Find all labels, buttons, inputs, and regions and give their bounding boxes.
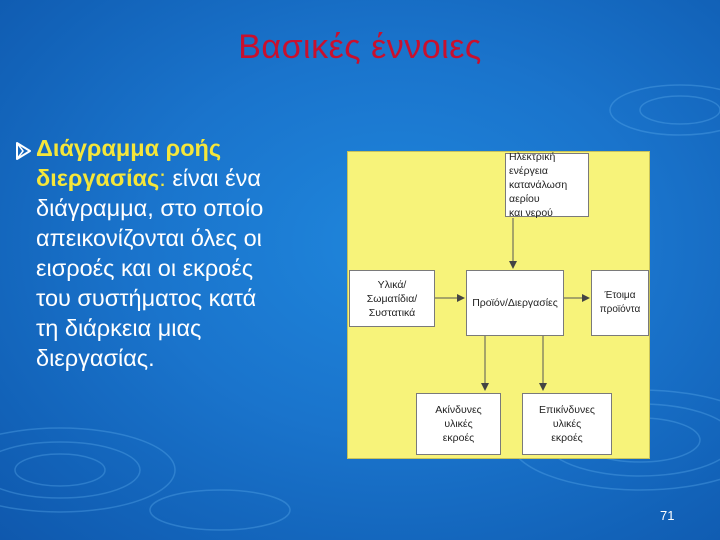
box-finished-products: Έτοιμα προϊόντα: [591, 270, 649, 336]
bullet-term-line2: διεργασίας: [36, 165, 160, 191]
bullet-line: διεργασίας.: [36, 345, 155, 371]
bullet-term-line1: Διάγραμμα ροής: [36, 135, 222, 161]
bullet-colon: :: [159, 165, 166, 191]
box-hazardous-outputs: Επικίνδυνες υλικές εκροές: [522, 393, 612, 455]
bullet-line: εισροές και οι εκροές: [36, 255, 254, 281]
box-energy-inputs: Ηλεκτρική ενέργεια κατανάλωση αερίου και νερού: [505, 153, 589, 217]
bullet-line: απεικονίζονται όλες οι: [36, 225, 262, 251]
page-number: 71: [660, 508, 675, 523]
bullet-line: τη διάρκεια μιας: [36, 315, 202, 341]
bullet-definition-start: είναι ένα: [165, 165, 261, 191]
bullet-line: διάγραμμα, στο οποίο: [36, 195, 264, 221]
box-process: Προϊόν/Διεργασίες: [466, 270, 564, 336]
slide-title: Βασικές έννοιες: [238, 28, 482, 66]
bullet-text: [36, 133, 336, 373]
arrow-bullet-icon: [14, 140, 34, 162]
box-materials: Υλικά/Σωματίδια/ Συστατικά: [349, 270, 435, 327]
bullet-line: του συστήματος κατά: [36, 285, 257, 311]
process-flow-diagram: [347, 151, 650, 459]
box-safe-outputs: Ακίνδυνες υλικές εκροές: [416, 393, 501, 455]
